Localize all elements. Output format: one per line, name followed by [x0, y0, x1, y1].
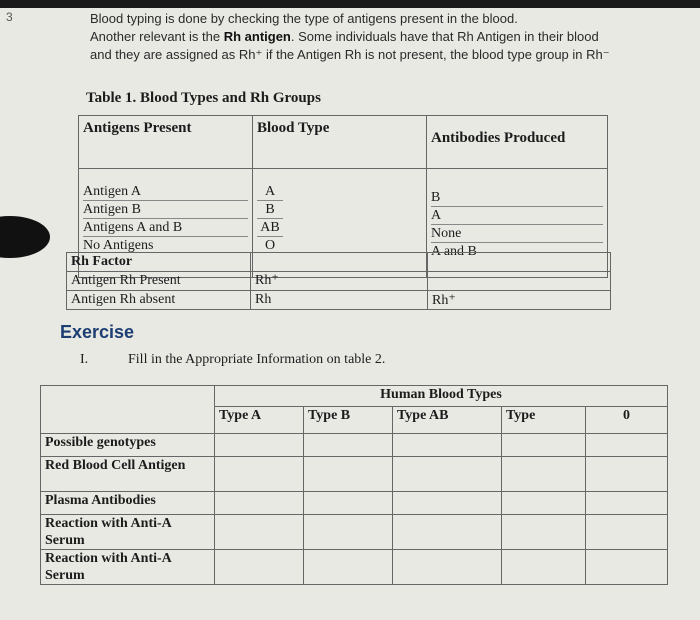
answer-cell[interactable]: [502, 492, 586, 515]
antigen-item: No Antigens: [83, 238, 154, 253]
answer-cell[interactable]: [304, 492, 393, 515]
table1-header-row: [79, 116, 608, 169]
answer-cell[interactable]: [304, 434, 393, 457]
answer-cell[interactable]: [586, 457, 668, 492]
answer-cell[interactable]: [586, 515, 668, 550]
answer-cell[interactable]: [304, 550, 393, 585]
column-type-b: Type B: [304, 407, 393, 434]
table2-row: [41, 434, 668, 457]
table2-group-header: Human Blood Types: [215, 386, 668, 407]
blood-type-item: AB: [257, 219, 283, 237]
answer-cell[interactable]: [215, 492, 304, 515]
table2-row: [41, 550, 668, 585]
antigen-item: Antigen B: [83, 201, 248, 219]
table2-group-header-row: [41, 386, 668, 407]
answer-cell[interactable]: [393, 492, 502, 515]
table1-caption: Table 1. Blood Types and Rh Groups: [86, 90, 321, 106]
header-antigens: Antigens Present: [79, 116, 253, 169]
answer-cell[interactable]: [502, 457, 586, 492]
answer-cell[interactable]: [215, 457, 304, 492]
answer-cell[interactable]: [586, 492, 668, 515]
answer-cell[interactable]: [502, 550, 586, 585]
answer-cell[interactable]: [215, 434, 304, 457]
header-antibodies: Antibodies Produced: [427, 116, 608, 169]
rh-row-label: Antigen Rh absent: [67, 291, 251, 310]
answer-cell[interactable]: [393, 550, 502, 585]
antibody-item: A: [431, 207, 603, 225]
intro-line-1: Blood typing is done by checking the type of antigens present in the blood.: [90, 11, 518, 26]
human-blood-types-table: [40, 385, 668, 585]
answer-cell[interactable]: [502, 515, 586, 550]
top-edge-bar: [0, 0, 700, 8]
rh-row-absent: [67, 291, 611, 310]
rh-antigen-term: Rh antigen: [223, 29, 291, 44]
exercise-item-text: Fill in the Appropriate Information on table 2.: [128, 352, 386, 367]
row-label-plasma-antibodies: Plasma Antibodies: [41, 492, 215, 515]
column-type: Type: [502, 407, 586, 434]
intro-line-2: [90, 28, 650, 46]
rh-row-present: [67, 272, 611, 291]
table2-corner-cell: [41, 386, 215, 434]
rh-row-type: Rh: [251, 291, 428, 310]
row-label-genotypes: Possible genotypes: [41, 434, 215, 457]
row-label-anti-a-reaction: Reaction with Anti-A Serum: [41, 550, 215, 585]
blood-type-item: O: [264, 238, 276, 253]
intro-line-2-end: . Some individuals have that Rh Antigen in their blood: [290, 29, 599, 44]
column-type-a: Type A: [215, 407, 304, 434]
table2-row: [41, 492, 668, 515]
answer-cell[interactable]: [393, 434, 502, 457]
answer-cell[interactable]: [215, 515, 304, 550]
exercise-heading: Exercise: [60, 322, 135, 342]
rh-factor-header: Rh Factor: [67, 253, 251, 272]
intro-line-2-start: Another relevant is the: [90, 29, 224, 44]
blood-type-item: A: [257, 183, 283, 201]
intro-paragraph: [90, 10, 650, 64]
column-type-o: 0: [586, 407, 668, 434]
table2-row: [41, 457, 668, 492]
blood-type-item: B: [257, 201, 283, 219]
rh-row-antibody: Rh⁺: [428, 291, 611, 310]
antibody-item: None: [431, 225, 603, 243]
answer-cell[interactable]: [586, 434, 668, 457]
answer-cell[interactable]: [586, 550, 668, 585]
row-label-rbc-antigen: Red Blood Cell Antigen: [41, 457, 215, 492]
antibody-item: B: [431, 189, 603, 207]
rh-row-label: Antigen Rh Present: [67, 272, 251, 291]
finger-shadow: [0, 216, 50, 258]
rh-empty-cell: [251, 253, 428, 272]
rh-factor-table: [66, 252, 611, 310]
exercise-item: [80, 352, 385, 368]
rh-empty-cell: [428, 253, 611, 272]
page-number: 3: [6, 10, 13, 24]
column-type-ab: Type AB: [393, 407, 502, 434]
answer-cell[interactable]: [502, 434, 586, 457]
answer-cell[interactable]: [393, 457, 502, 492]
table2-row: [41, 515, 668, 550]
header-blood-type: Blood Type: [253, 116, 427, 169]
answer-cell[interactable]: [215, 550, 304, 585]
exercise-item-number: I.: [80, 352, 89, 367]
answer-cell[interactable]: [304, 457, 393, 492]
answer-cell[interactable]: [393, 515, 502, 550]
rh-header-row: [67, 253, 611, 272]
antibody-item: A and B: [431, 244, 477, 259]
rh-row-type: Rh⁺: [251, 272, 428, 291]
rh-row-antibody: [428, 272, 611, 291]
intro-line-3: and they are assigned as Rh⁺ if the Antigen Rh is not present, the blood type group in Rh⁻: [90, 47, 610, 62]
answer-cell[interactable]: [304, 515, 393, 550]
row-label-anti-a-reaction: Reaction with Anti-A Serum: [41, 515, 215, 550]
antigen-item: Antigens A and B: [83, 219, 248, 237]
antigen-item: Antigen A: [83, 183, 248, 201]
